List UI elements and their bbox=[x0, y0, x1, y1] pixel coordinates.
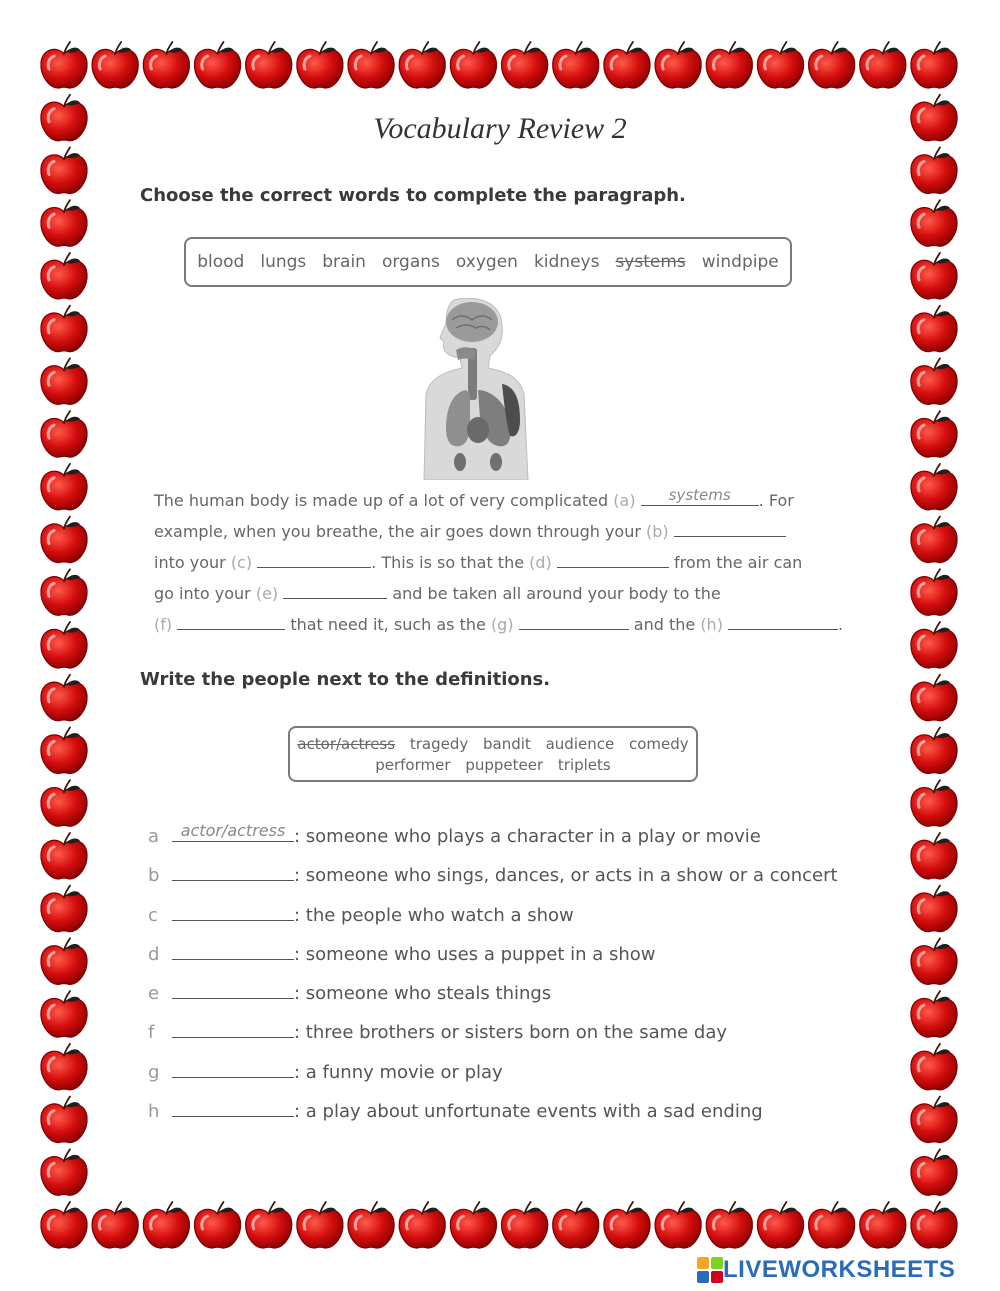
apple-decoration bbox=[297, 1202, 343, 1248]
kidney-shape bbox=[454, 453, 466, 471]
blank-letter: (b) bbox=[646, 522, 669, 541]
apple-decoration bbox=[911, 147, 957, 193]
definition-letter: h bbox=[148, 1101, 160, 1122]
definition-answer-blank[interactable] bbox=[172, 823, 294, 842]
word-bank-word: organs bbox=[381, 252, 440, 272]
answer-blank-h[interactable] bbox=[728, 613, 838, 630]
definition-letter: c bbox=[148, 905, 158, 926]
word-bank-word: oxygen bbox=[455, 252, 518, 272]
worksheet-title: Vocabulary Review 2 bbox=[373, 112, 627, 145]
apple-decoration bbox=[246, 1202, 292, 1248]
apple-decoration bbox=[911, 886, 957, 932]
word-bank-word: tragedy bbox=[409, 735, 469, 753]
apple-decoration bbox=[297, 42, 343, 88]
apple-decoration bbox=[194, 42, 240, 88]
apple-decoration bbox=[41, 675, 87, 721]
apple-decoration bbox=[41, 253, 87, 299]
answer-blank-c[interactable] bbox=[257, 551, 371, 568]
apple-decoration bbox=[706, 42, 752, 88]
apple-decoration bbox=[911, 200, 957, 246]
heart-shape bbox=[467, 417, 489, 443]
apple-decoration bbox=[41, 1044, 87, 1090]
apple-decoration bbox=[41, 727, 87, 773]
definition-letter: d bbox=[148, 944, 160, 965]
word-bank-word: comedy bbox=[628, 735, 689, 753]
apple-decoration bbox=[860, 1202, 906, 1248]
word-bank-word-crossed: actor/actress bbox=[297, 735, 396, 753]
paragraph-line-5 bbox=[154, 613, 843, 634]
definition-text: : someone who uses a puppet in a show bbox=[294, 944, 656, 965]
apple-decoration bbox=[757, 1202, 803, 1248]
apple-decoration bbox=[604, 42, 650, 88]
definition-row bbox=[148, 1098, 763, 1122]
apple-decoration bbox=[92, 42, 138, 88]
definition-text: : three brothers or sisters born on the same day bbox=[294, 1022, 728, 1043]
apple-decoration bbox=[553, 1202, 599, 1248]
paragraph-text: from the air can bbox=[673, 553, 803, 572]
definition-text: : someone who steals things bbox=[294, 983, 552, 1004]
apple-decoration bbox=[706, 1202, 752, 1248]
section2-instruction: Write the people next to the definitions. bbox=[140, 669, 551, 690]
apple-decoration bbox=[194, 1202, 240, 1248]
word-bank-line bbox=[290, 755, 696, 776]
apple-decoration bbox=[450, 42, 496, 88]
section1-instruction: Choose the correct words to complete the paragraph. bbox=[140, 185, 686, 206]
definition-text: : the people who watch a show bbox=[294, 905, 574, 926]
brain-shape bbox=[446, 302, 498, 342]
paragraph-text: into your bbox=[154, 553, 226, 572]
word-bank-word: triplets bbox=[557, 756, 611, 774]
word-bank-word: lungs bbox=[260, 252, 307, 272]
apple-decoration bbox=[911, 938, 957, 984]
definition-row bbox=[148, 902, 574, 926]
apple-decoration bbox=[911, 464, 957, 510]
word-bank-line bbox=[290, 734, 696, 755]
definition-row bbox=[148, 823, 761, 847]
word-bank-word: kidneys bbox=[533, 252, 600, 272]
apple-decoration bbox=[911, 1149, 957, 1195]
apple-decoration bbox=[911, 727, 957, 773]
kidney-shape bbox=[490, 453, 502, 471]
definition-row bbox=[148, 941, 656, 965]
apple-decoration bbox=[911, 622, 957, 668]
apple-decoration bbox=[911, 1097, 957, 1143]
apple-decoration bbox=[911, 411, 957, 457]
word-bank-word: brain bbox=[322, 252, 366, 272]
apple-decoration bbox=[911, 1044, 957, 1090]
answer-blank-a[interactable] bbox=[641, 486, 759, 506]
paragraph-line-3 bbox=[154, 551, 802, 572]
answer-blank-e[interactable] bbox=[283, 582, 387, 599]
apple-decoration bbox=[399, 42, 445, 88]
definition-answer-blank[interactable] bbox=[172, 1098, 294, 1117]
apple-decoration bbox=[41, 147, 87, 193]
definition-letter: e bbox=[148, 983, 160, 1004]
paragraph-text: . For bbox=[758, 491, 794, 510]
apple-decoration bbox=[911, 675, 957, 721]
word-bank-word: bandit bbox=[483, 735, 531, 753]
apple-decoration bbox=[143, 1202, 189, 1248]
apple-decoration bbox=[41, 622, 87, 668]
word-bank-word: performer bbox=[375, 756, 451, 774]
definition-text: : someone who sings, dances, or acts in a show or a concert bbox=[294, 865, 838, 886]
word-bank-word: blood bbox=[197, 252, 245, 272]
apple-decoration bbox=[911, 569, 957, 615]
paragraph-text: go into your bbox=[154, 584, 251, 603]
answer-blank-f[interactable] bbox=[177, 613, 285, 630]
apple-decoration bbox=[41, 1149, 87, 1195]
apple-decoration bbox=[143, 42, 189, 88]
apple-decoration bbox=[911, 42, 957, 88]
apple-decoration bbox=[399, 1202, 445, 1248]
apple-decoration bbox=[757, 42, 803, 88]
answer-blank-b[interactable] bbox=[674, 520, 786, 537]
blank-letter: (a) bbox=[613, 491, 636, 510]
apple-decoration bbox=[655, 42, 701, 88]
apple-decoration bbox=[911, 253, 957, 299]
word-bank-word: audience bbox=[545, 735, 615, 753]
apple-decoration bbox=[911, 1202, 957, 1248]
paragraph-text: . bbox=[838, 615, 844, 634]
apple-decoration bbox=[911, 306, 957, 352]
word-bank-word: windpipe bbox=[701, 252, 779, 272]
apple-decoration bbox=[41, 780, 87, 826]
apple-decoration bbox=[41, 886, 87, 932]
logo-text: LIVEWORKSHEETS bbox=[723, 1256, 956, 1283]
liveworksheets-logo[interactable] bbox=[697, 1256, 955, 1284]
definition-row bbox=[148, 862, 838, 886]
apple-decoration bbox=[41, 464, 87, 510]
apple-decoration bbox=[911, 991, 957, 1037]
apple-decoration bbox=[41, 358, 87, 404]
apple-decoration bbox=[41, 833, 87, 879]
apple-decoration bbox=[809, 1202, 855, 1248]
paragraph-text: and be taken all around your body to the bbox=[392, 584, 721, 603]
apple-decoration bbox=[502, 42, 548, 88]
definition-letter: g bbox=[148, 1062, 160, 1083]
paragraph-line-4 bbox=[154, 582, 721, 603]
blank-letter: (f) bbox=[154, 615, 173, 634]
apple-decoration bbox=[41, 991, 87, 1037]
apple-decoration bbox=[911, 358, 957, 404]
definition-letter: b bbox=[148, 865, 160, 886]
liveworksheets-logo-icon bbox=[697, 1257, 723, 1283]
apple-decoration bbox=[41, 1097, 87, 1143]
definition-text: : someone who plays a character in a play or movie bbox=[294, 826, 761, 847]
apple-decoration bbox=[860, 42, 906, 88]
definition-letter: f bbox=[148, 1022, 155, 1043]
blank-letter: (d) bbox=[529, 553, 552, 572]
apple-decoration bbox=[911, 833, 957, 879]
apple-decoration bbox=[450, 1202, 496, 1248]
apple-decoration bbox=[502, 1202, 548, 1248]
blank-letter: (c) bbox=[230, 553, 253, 572]
paragraph-text: and the bbox=[633, 615, 696, 634]
definition-answer-blank[interactable] bbox=[172, 862, 294, 881]
definition-row bbox=[148, 980, 551, 1004]
apple-decoration bbox=[809, 42, 855, 88]
definition-answer-blank[interactable] bbox=[172, 902, 294, 921]
word-bank-word-crossed: systems bbox=[615, 252, 686, 272]
definition-text: : a play about unfortunate events with a sad ending bbox=[294, 1101, 763, 1122]
paragraph-line-1 bbox=[154, 486, 794, 510]
apple-decoration bbox=[348, 42, 394, 88]
blank-letter: (g) bbox=[490, 615, 514, 634]
apple-decoration bbox=[911, 780, 957, 826]
blank-letter: (e) bbox=[255, 584, 279, 603]
definition-text: : a funny movie or play bbox=[294, 1062, 503, 1083]
apple-decoration bbox=[553, 42, 599, 88]
apple-decoration bbox=[348, 1202, 394, 1248]
apple-decoration bbox=[41, 517, 87, 563]
paragraph-text: example, when you breathe, the air goes down through your bbox=[154, 522, 641, 541]
apple-decoration bbox=[41, 569, 87, 615]
apple-decoration bbox=[92, 1202, 138, 1248]
definition-answer-blank[interactable] bbox=[172, 980, 294, 999]
paragraph-text: . This is so that the bbox=[371, 553, 525, 572]
answer-text: actor/actress bbox=[180, 821, 286, 840]
apple-decoration bbox=[911, 517, 957, 563]
apple-decoration bbox=[41, 42, 87, 88]
apple-decoration bbox=[41, 200, 87, 246]
answer-text: systems bbox=[668, 486, 731, 504]
apple-decoration bbox=[604, 1202, 650, 1248]
answer-blank-g[interactable] bbox=[519, 613, 629, 630]
definition-answer-blank[interactable] bbox=[172, 1059, 294, 1078]
apple-decoration bbox=[41, 938, 87, 984]
word-bank-1 bbox=[184, 237, 792, 287]
paragraph-text: that need it, such as the bbox=[290, 615, 486, 634]
definition-letter: a bbox=[148, 826, 160, 847]
paragraph-text: The human body is made up of a lot of very complicated bbox=[154, 491, 609, 510]
human-body-diagram bbox=[416, 298, 536, 480]
definition-row bbox=[148, 1059, 503, 1083]
paragraph-line-2 bbox=[154, 520, 786, 541]
word-bank-2 bbox=[288, 726, 698, 782]
apple-decoration bbox=[41, 1202, 87, 1248]
definition-answer-blank[interactable] bbox=[172, 941, 294, 960]
definition-row bbox=[148, 1019, 727, 1043]
word-bank-word: puppeteer bbox=[465, 756, 544, 774]
answer-blank-d[interactable] bbox=[557, 551, 669, 568]
blank-letter: (h) bbox=[700, 615, 723, 634]
apple-decoration bbox=[41, 306, 87, 352]
apple-decoration bbox=[655, 1202, 701, 1248]
definition-answer-blank[interactable] bbox=[172, 1019, 294, 1038]
apple-decoration bbox=[41, 411, 87, 457]
apple-decoration bbox=[246, 42, 292, 88]
